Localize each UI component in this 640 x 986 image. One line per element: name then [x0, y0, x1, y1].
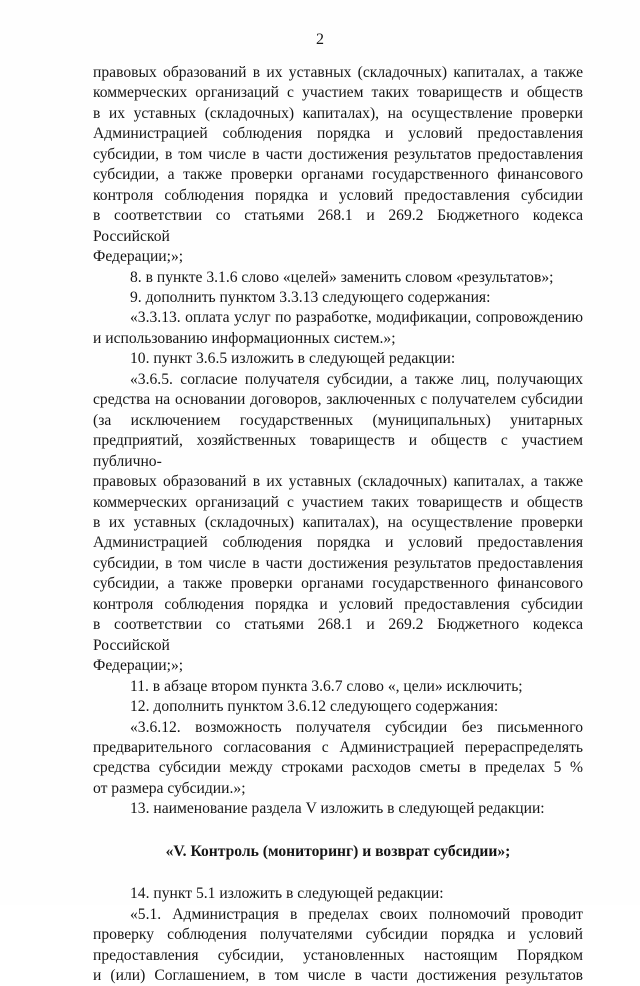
text-line: коммерческих организаций с участием таких товариществ и обществ: [93, 493, 583, 511]
text-line: субсидии, в том числе в части достижения результатов предоставления: [93, 554, 583, 572]
text-line: 9. дополнить пунктом 3.3.13 следующего содержания:: [130, 288, 491, 306]
text-line: предоставления субсидии, установленных настоящим Порядком: [93, 946, 583, 964]
text-line: проверку соблюдения получателями субсидии порядка и условий: [93, 926, 583, 944]
text-line: правовых образований в их уставных (складочных) капиталах, а также: [93, 473, 583, 491]
section-heading: «V. Контроль (мониторинг) и возврат субсидии»;: [165, 842, 511, 860]
text-line: в соответствии со статьями 268.1 и 269.2 Бюджетного кодекса Российской: [93, 207, 583, 245]
text-line: 13. наименование раздела V изложить в следующей редакции:: [130, 800, 545, 818]
page-number: 2: [316, 31, 324, 48]
text-line: Федерации;»;: [93, 657, 184, 675]
text-line: 14. пункт 5.1 изложить в следующей редакции:: [130, 885, 444, 903]
text-line: «3.6.5. согласие получателя субсидии, а также лиц, получающих: [130, 370, 583, 388]
text-line: средства на основании договоров, заключенных с получателем субсидии: [93, 391, 583, 409]
text-line: Администрацией соблюдения порядка и условий предоставления: [93, 125, 583, 143]
text-line: коммерческих организаций с участием таких товариществ и обществ: [93, 84, 583, 102]
text-line: субсидии, в том числе в части достижения результатов предоставления: [93, 145, 583, 163]
text-line: (за исключением государственных (муниципальных) унитарных: [93, 411, 583, 429]
text-line: 12. дополнить пунктом 3.6.12 следующего содержания:: [130, 698, 499, 716]
text-line: Администрацией соблюдения порядка и условий предоставления: [93, 534, 583, 552]
text-line: Федерации;»;: [93, 248, 184, 266]
text-line: предприятий, хозяйственных товариществ и обществ с участием публично-: [93, 432, 583, 470]
text-line: средства субсидии между строками расходов сметы в пределах 5 %: [93, 759, 583, 777]
document-body: [93, 63, 583, 986]
text-line: предварительного согласования с Администрацией перераспределять: [93, 738, 583, 756]
text-line: 10. пункт 3.6.5 изложить в следующей редакции:: [130, 350, 456, 368]
text-line: «3.3.13. оплата услуг по разработке, модификации, сопровождению: [130, 309, 583, 327]
text-line: субсидии, а также проверки органами государственного финансового: [93, 166, 583, 184]
text-line: контроля соблюдения порядка и условий предоставления субсидии: [93, 595, 583, 613]
text-line: субсидии, а также проверки органами государственного финансового: [93, 575, 583, 593]
text-line: контроля соблюдения порядка и условий предоставления субсидии: [93, 186, 583, 204]
text-line: и использованию информационных систем.»;: [93, 329, 396, 347]
text-line: 11. в абзаце втором пункта 3.6.7 слово «, цели» исключить;: [130, 677, 523, 695]
text-line: в их уставных (складочных) капиталах), на осуществление проверки: [93, 513, 583, 531]
text-line: от размера субсидии.»;: [93, 779, 246, 797]
text-line: «5.1. Администрация в пределах своих полномочий проводит: [130, 905, 583, 923]
text-line: и (или) Соглашением, в том числе в части достижения результатов: [93, 967, 583, 985]
text-line: в их уставных (складочных) капиталах), на осуществление проверки: [93, 104, 583, 122]
text-line: «3.6.12. возможность получателя субсидии без письменного: [130, 718, 583, 736]
text-line: 8. в пункте 3.1.6 слово «целей» заменить словом «результатов»;: [130, 268, 554, 286]
text-line: в соответствии со статьями 268.1 и 269.2 Бюджетного кодекса Российской: [93, 616, 583, 654]
text-line: правовых образований в их уставных (складочных) капиталах, а также: [93, 64, 583, 81]
